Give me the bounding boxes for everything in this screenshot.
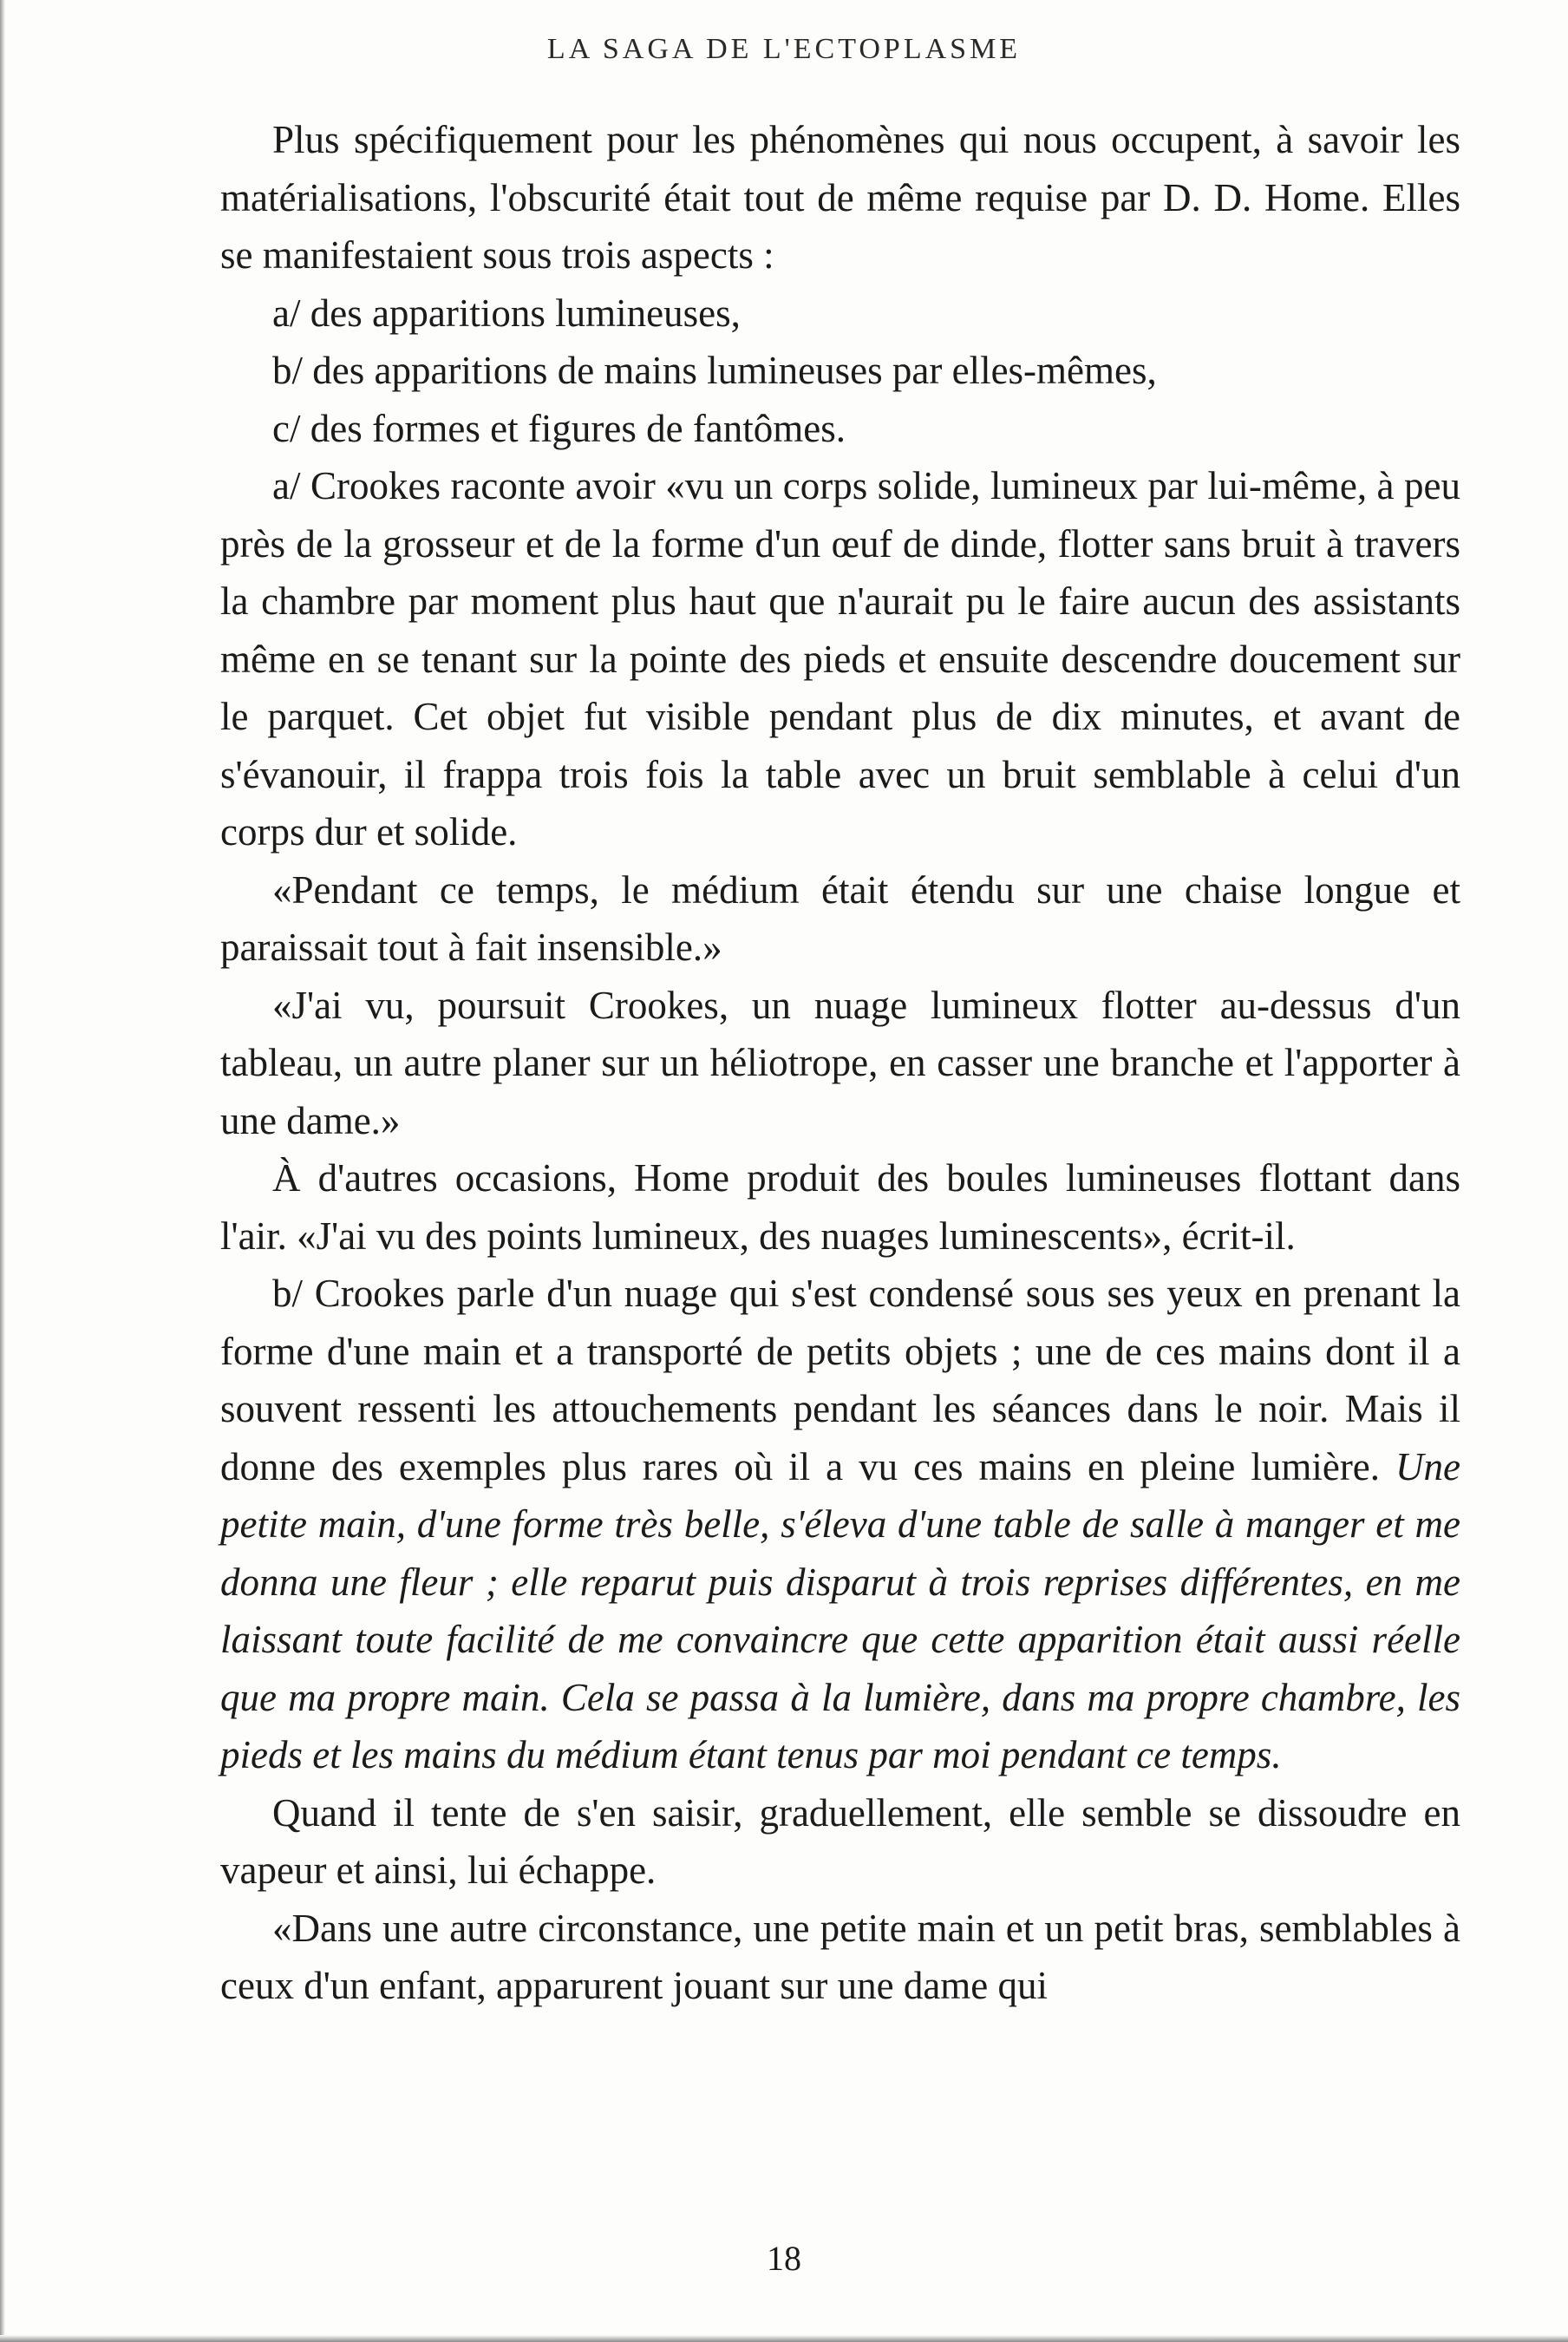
hands-quote-italic: Une petite main, d'une forme très belle, s'éleva d'une table de salle à manger et me donna une fleur ; elle reparut puis disparut à trois reprises différentes, en me laissant toute facilité de me convaincre que cette apparition était aussi réelle que ma propre main. Cela se passa à la lumière, dans ma propre chambre, les pieds et les mains du médium étant tenus par moi pendant ce temps. <box>220 1444 1460 1776</box>
page-bottom-shadow <box>0 2335 1568 2342</box>
hands-text-roman: b/ Crookes parle d'un nuage qui s'est condensé sous ses yeux en prenant la forme d'une main et a transporté de petits objets ; une de ces mains dont il a souvent ressenti les attouchements pendant les séances dans le noir. Mais il donne des exemples plus rares où il a vu ces mains en pleine lumière. <box>220 1272 1460 1488</box>
running-head: LA SAGA DE L'ECTOPLASME <box>546 33 1022 65</box>
page-number: 18 <box>767 2239 801 2278</box>
paragraph-luminous-hands <box>220 1265 1460 1784</box>
paragraph-medium-insensible: «Pendant ce temps, le médium était étendu sur une chaise longue et paraissait tout à fait insensible.» <box>220 867 1460 969</box>
list-item-b: b/ des apparitions de mains lumineuses par elles-mêmes, <box>272 349 1157 392</box>
paragraph-crookes-solid-body: a/ Crookes raconte avoir «vu un corps solide, lumineux par lui-même, à peu près de la grosseur et de la forme d'un œuf de dinde, flotter sans bruit à travers la chambre par moment plus haut que n'aurait pu le faire aucun des assistants même en se tenant sur la pointe des pieds et ensuite descendre doucement sur le parquet. Cet objet fut visible pendant plus de dix minutes, et avant de s'évanouir, il frappa trois fois la table avec un bruit semblable à celui d'un corps dur et solide. <box>220 464 1460 854</box>
paragraph-intro: Plus spécifiquement pour les phénomènes qui nous occupent, à savoir les matérialisations, l'obscurité était tout de même requise par D. D. Home. Elles se manifestaient sous trois aspects : <box>220 118 1460 277</box>
list-item-a: a/ des apparitions lumineuses, <box>272 291 741 335</box>
paragraph-luminous-balls: À d'autres occasions, Home produit des boules lumineuses flottant dans l'air. «J'ai vu des points lumineux, des nuages luminescents», écrit-il. <box>220 1156 1460 1258</box>
body-text <box>220 111 1460 2015</box>
list-item-c: c/ des formes et figures de fantômes. <box>272 406 846 450</box>
paragraph-child-hand: «Dans une autre circonstance, une petite main et un petit bras, semblables à ceux d'un enfant, apparurent jouant sur une dame qui <box>220 1906 1460 2007</box>
page-gutter-shadow <box>0 0 5 2342</box>
paragraph-luminous-cloud: «J'ai vu, poursuit Crookes, un nuage lumineux flotter au-dessus d'un tableau, un autre planer sur un héliotrope, en casser une branche et l'apporter à une dame.» <box>220 983 1460 1142</box>
paragraph-dissolve: Quand il tente de s'en saisir, graduellement, elle semble se dissoudre en vapeur et ainsi, lui échappe. <box>220 1790 1460 1892</box>
